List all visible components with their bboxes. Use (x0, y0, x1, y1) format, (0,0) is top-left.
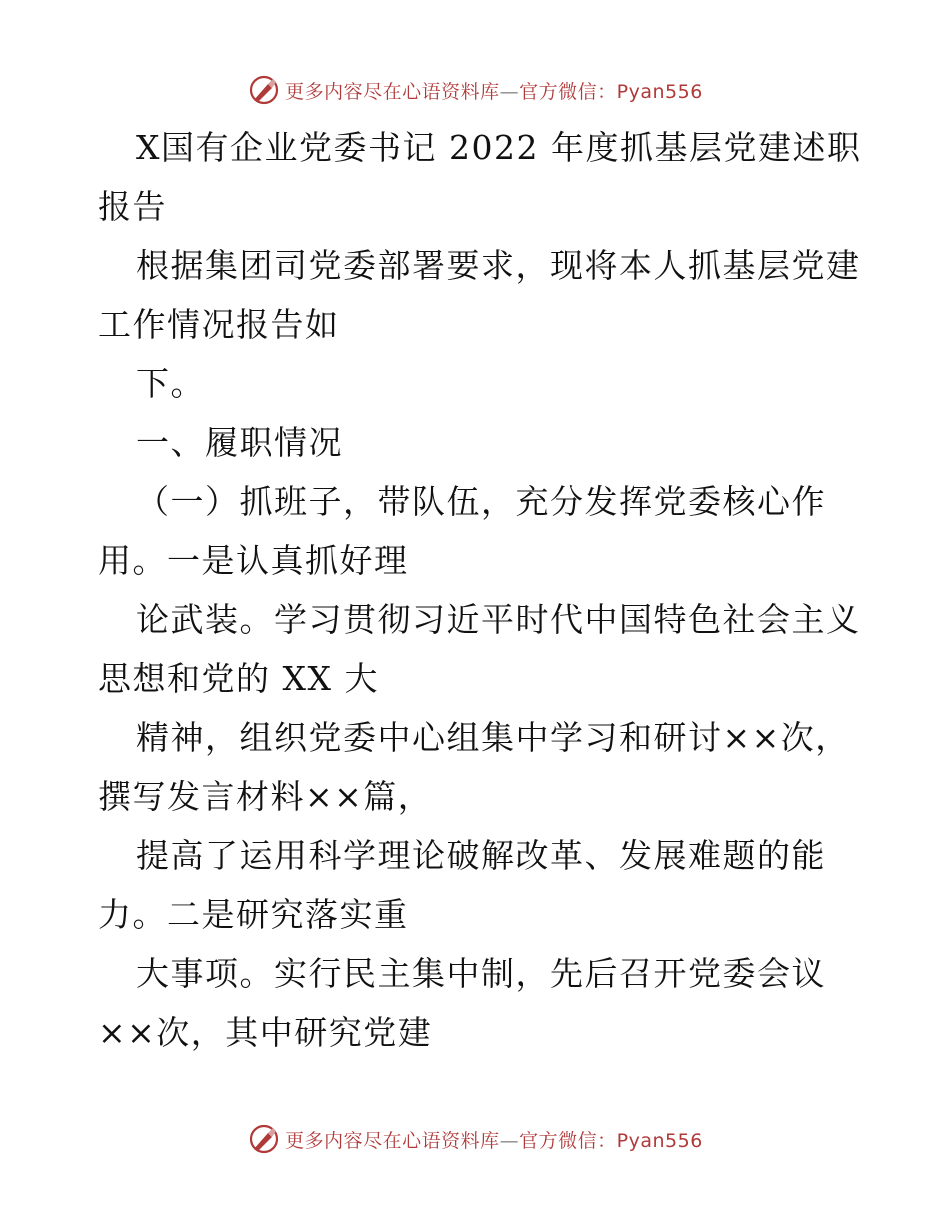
section-heading: 一、履职情况 (136, 423, 343, 462)
text-line: 大事项。实行民主集中制，先后召开党委会议 (136, 954, 826, 993)
text-line: 论武装。学习贯彻习近平时代中国特色社会主义 (136, 600, 861, 639)
pen-logo-icon (247, 73, 281, 107)
text-line: 下。 (136, 364, 205, 403)
text-line: 力。二是研究落实重 (98, 895, 409, 934)
text-line: 用。一是认真抓好理 (98, 541, 409, 580)
watermark-footer (0, 1119, 950, 1159)
text-line: 工作情况报告如 (98, 305, 340, 344)
document-text (98, 118, 862, 1062)
text-line: ××次，其中研究党建 (98, 1013, 433, 1052)
text-line: （一）抓班子，带队伍，充分发挥党委核心作 (136, 482, 826, 521)
text-line: 思想和党的 XX 大 (98, 659, 379, 698)
watermark-text: 更多内容尽在心语资料库—官方微信：Pyan556 (285, 1129, 703, 1152)
text-line: 报告 (98, 187, 167, 226)
text-line: 撰写发言材料××篇， (98, 777, 433, 816)
watermark-header (0, 70, 950, 110)
text-line: X国有企业党委书记 2022 年度抓基层党建述职 (136, 128, 862, 167)
text-line: 提高了运用科学理论破解改革、发展难题的能 (136, 836, 826, 875)
document-body (98, 118, 862, 1062)
text-line: 精神，组织党委中心组集中学习和研讨××次， (136, 718, 850, 757)
text-line: 根据集团司党委部署要求，现将本人抓基层党建 (136, 246, 861, 285)
watermark-text: 更多内容尽在心语资料库—官方微信：Pyan556 (285, 80, 703, 103)
pen-logo-icon (247, 1122, 281, 1156)
